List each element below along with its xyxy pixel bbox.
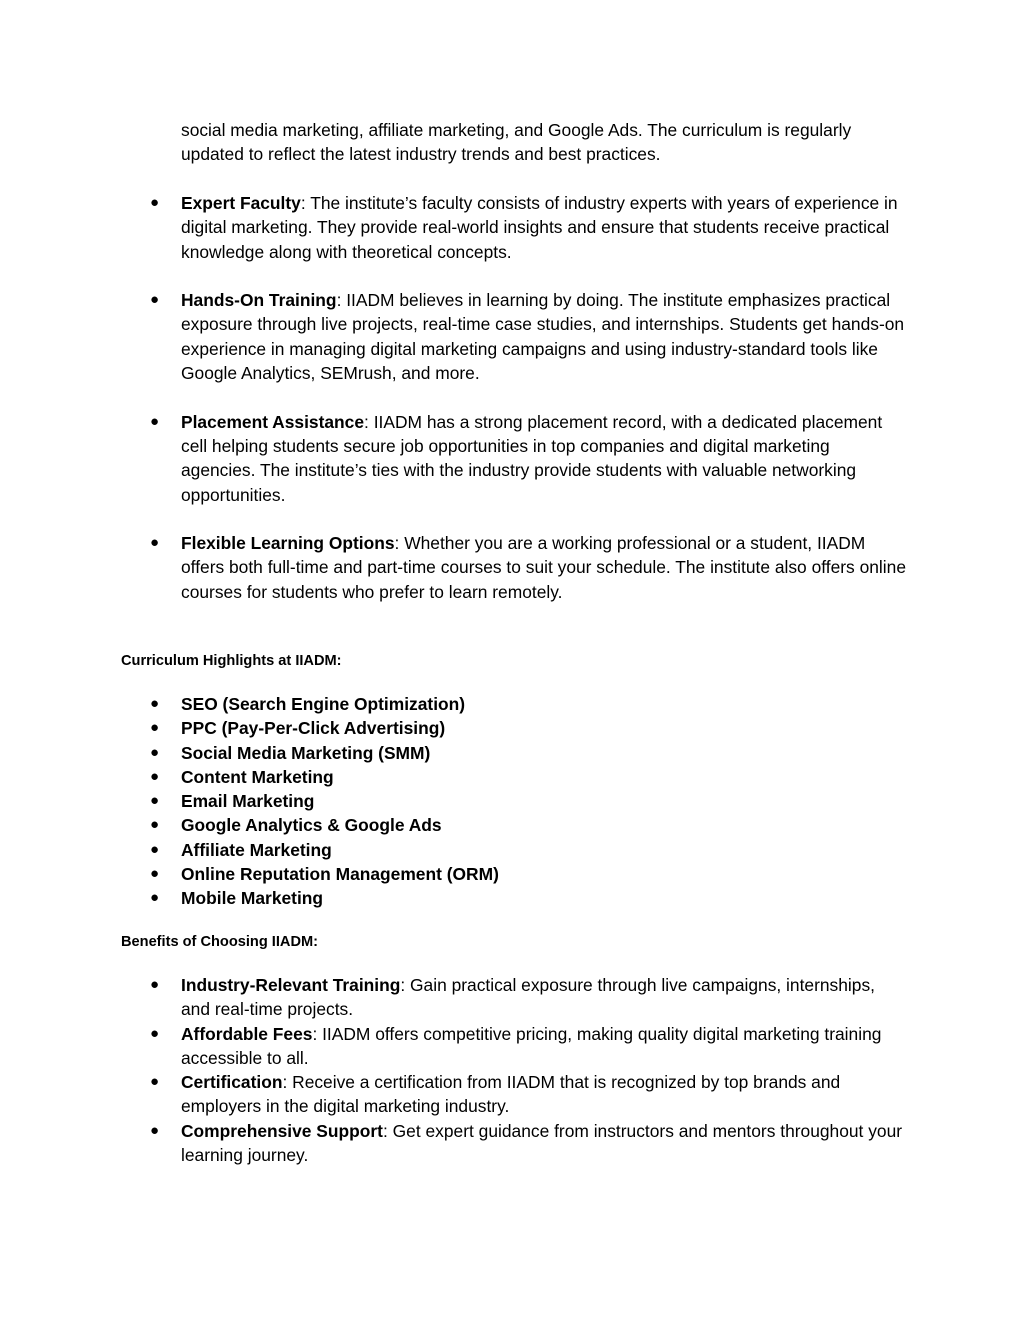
bullet-icon: ● bbox=[150, 767, 160, 785]
list-item bbox=[0, 765, 906, 789]
benefit-text: : IIADM offers competitive pricing, making quality digital marketing training accessible to all. bbox=[181, 1023, 882, 1068]
list-item bbox=[0, 288, 906, 385]
feature-term: Expert Faculty bbox=[181, 193, 301, 213]
benefit-term: Affordable Fees bbox=[181, 1023, 313, 1044]
list-item bbox=[0, 789, 906, 813]
benefit-term: Industry-Relevant Training bbox=[181, 975, 401, 995]
bullet-icon: ● bbox=[150, 865, 160, 883]
feature-text: : IIADM has a strong placement record, with a dedicated placement cell helping students secure job opportunities in top companies and digital marketing agencies. The institute’s ties with the industry provide students with valuable networking opportunities. bbox=[181, 411, 883, 505]
bullet-icon: ● bbox=[150, 291, 160, 309]
list-item bbox=[0, 1022, 906, 1071]
feature-term: Placement Assistance bbox=[181, 411, 365, 432]
list-item bbox=[0, 716, 906, 740]
bullet-icon: ● bbox=[150, 889, 160, 907]
feature-list bbox=[0, 191, 1024, 604]
curriculum-item-label: Email Marketing bbox=[181, 791, 315, 812]
list-item bbox=[0, 973, 906, 1022]
curriculum-heading: Curriculum Highlights at IIADM: bbox=[121, 653, 342, 669]
curriculum-item-label: Online Reputation Management (ORM) bbox=[181, 864, 499, 885]
curriculum-item-label: PPC (Pay-Per-Click Advertising) bbox=[181, 718, 446, 739]
bullet-icon: ● bbox=[150, 719, 160, 737]
bullet-icon: ● bbox=[150, 1073, 160, 1091]
feature-text: : IIADM believes in learning by doing. The institute emphasizes practical exposure through live projects, real-time case studies, and internships. Students get hands-on experience in managing digital marketing campaigns and using industry-standard tools like Google Analytics, SEMrush, and more. bbox=[181, 290, 905, 384]
list-item bbox=[0, 410, 906, 507]
bullet-icon: ● bbox=[150, 1024, 160, 1042]
list-item bbox=[0, 1119, 906, 1168]
list-item bbox=[0, 191, 906, 264]
feature-term: Hands-On Training bbox=[181, 290, 337, 311]
curriculum-list bbox=[0, 692, 1024, 911]
benefits-heading: Benefits of Choosing IIADM: bbox=[121, 934, 319, 950]
bullet-icon: ● bbox=[150, 1121, 160, 1139]
benefit-term: Comprehensive Support bbox=[181, 1120, 383, 1141]
bullet-icon: ● bbox=[150, 412, 160, 430]
curriculum-item-label: Mobile Marketing bbox=[181, 888, 324, 909]
curriculum-item-label: Social Media Marketing (SMM) bbox=[181, 742, 431, 763]
bullet-icon: ● bbox=[150, 743, 160, 761]
list-item bbox=[0, 813, 906, 837]
curriculum-item-label: Content Marketing bbox=[181, 766, 334, 787]
feature-text: : The institute’s faculty consists of industry experts with years of experience in digital marketing. They provide real-world insights and ensure that students receive practical knowledge along with theoretical concepts. bbox=[181, 193, 898, 262]
list-item bbox=[0, 531, 906, 604]
list-item bbox=[0, 692, 906, 716]
curriculum-item-label: Affiliate Marketing bbox=[181, 839, 332, 860]
curriculum-item-label: Google Analytics & Google Ads bbox=[181, 815, 442, 836]
list-item bbox=[0, 741, 906, 765]
bullet-icon: ● bbox=[150, 534, 160, 552]
feature-text: : Whether you are a working professional or a student, IIADM offers both full-time and part-time courses to suit your schedule. The institute also offers online courses for students who prefer to learn remotely. bbox=[181, 533, 906, 602]
bullet-icon: ● bbox=[150, 194, 160, 211]
benefit-term: Certification bbox=[181, 1072, 283, 1093]
curriculum-item-label: SEO (Search Engine Optimization) bbox=[181, 694, 466, 714]
bullet-icon: ● bbox=[150, 840, 160, 858]
benefits-list bbox=[0, 973, 1024, 1167]
bullet-icon: ● bbox=[150, 816, 160, 834]
list-item bbox=[0, 1070, 906, 1119]
intro-continuation-paragraph: social media marketing, affiliate marketing, and Google Ads. The curriculum is regularly updated to reflect the latest industry trends and best practices. bbox=[181, 120, 852, 165]
benefit-text: : Gain practical exposure through live campaigns, internships, and real-time projects. bbox=[181, 975, 875, 1020]
list-item bbox=[0, 862, 906, 886]
list-item bbox=[0, 838, 906, 862]
benefit-text: : Get expert guidance from instructors and mentors throughout your learning journey. bbox=[181, 1120, 903, 1166]
feature-term: Flexible Learning Options bbox=[181, 533, 395, 554]
bullet-icon: ● bbox=[150, 695, 160, 712]
bullet-icon: ● bbox=[150, 976, 160, 993]
bullet-icon: ● bbox=[150, 792, 160, 810]
benefit-text: : Receive a certification from IIADM that is recognized by top brands and employers in the digital marketing industry. bbox=[181, 1072, 841, 1117]
list-item bbox=[0, 886, 906, 910]
